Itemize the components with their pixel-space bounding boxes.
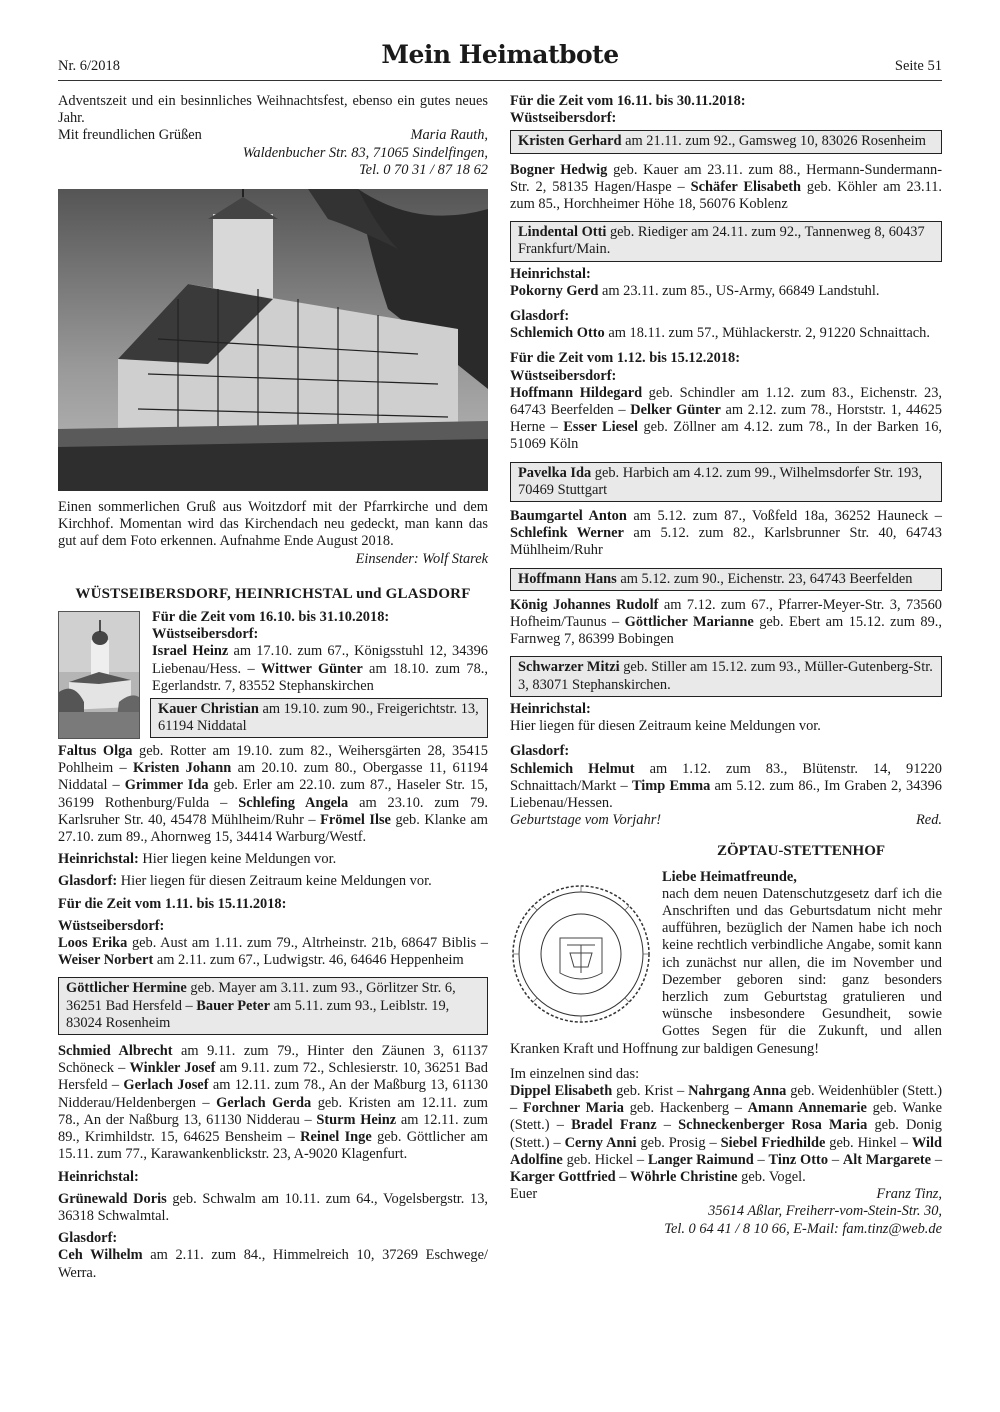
highlight-box: Kauer Christian am 19.10. zum 90., Freigerichtstr. 13, 61194 Niddatal: [150, 698, 488, 738]
author-address: 35614 Aßlar, Freiherr-vom-Stein-Str. 30,: [708, 1203, 942, 1220]
left-column: [58, 93, 488, 1282]
period-heading: Für die Zeit vom 1.11. bis 15.11.2018:: [58, 895, 287, 912]
editor-sign: Red.: [916, 812, 942, 829]
period-heading: Für die Zeit vom 16.10. bis 31.10.2018:: [152, 609, 390, 626]
church-thumbnail: [58, 611, 140, 739]
photo-sender: Einsender: Wolf Starek: [355, 550, 488, 567]
birthday-entries: Schmied Albrecht am 9.11. zum 79., Hinter den Zäunen 3, 61137 Schöneck – Winkler Josef am 9.11. zum 72., Schlesierstr. 10, 36251 Bad Hersfeld – Gerlach Josef am 12.11. zum 78., An der Maßburg 13, 61130 Nidderau/Heldenbergen – Gerlach Gerda geb. Kristen am 12.11. zum 78., An der Naßburg 13, 61130 Nidderau – Sturm Heinz am 12.11. zum 89., Krimhildstr. 15, 64625 Bensheim – Reinel Inge geb. Göttlicher am 15.11. zum 77., Karawankenblickstr. 23, A-9020 Klagenfurt.: [58, 1043, 489, 1163]
birthday-entries: Pokorny Gerd am 23.11. zum 85., US-Army, 66849 Landstuhl.: [510, 282, 880, 299]
highlight-box: Schwarzer Mitzi geb. Stiller am 15.12. zum 93., Müller-Gutenberg-Str. 3, 83071 Stephanskirchen.: [510, 656, 942, 696]
no-entries-note: Glasdorf: Hier liegen für diesen Zeitraum keine Meldungen vor.: [58, 873, 432, 890]
birthday-entries: Schlemich Helmut am 1.12. zum 83., Blütenstr. 14, 91220 Schnaittach/Markt – Timp Emma am 5.12. zum 86., Im Graben 2, 34396 Liebenau/Hessen.: [510, 760, 942, 811]
town-seal: [510, 883, 652, 1025]
issue-number: Nr. 6/2018: [58, 58, 121, 74]
sender-name: Maria Rauth,: [410, 127, 488, 144]
birthday-entries: Grünewald Doris geb. Schwalm am 10.11. zum 64., Vogelsbergstr. 13, 36318 Schwalmtal.: [58, 1190, 488, 1224]
page-number: Seite 51: [894, 58, 942, 74]
masthead: Mein Heimatbote: [381, 40, 619, 69]
no-entries-note: Hier liegen für diesen Zeitraum keine Meldungen vor.: [510, 718, 821, 735]
zoeptau-greeting: Liebe Heimatfreunde,: [662, 868, 797, 885]
birthday-entries: Israel Heinz am 17.10. zum 67., Königsstuhl 12, 34396 Liebenau/Hess. – Wittwer Günter am 18.10. zum 78., Egerlandstr. 7, 83552 Stephanskirchen: [152, 643, 488, 694]
highlight-box: Hoffmann Hans am 5.12. zum 90., Eichenstr. 23, 64743 Beerfelden: [510, 568, 942, 591]
place-label: Heinrichstal:: [510, 700, 591, 717]
birthday-entries: Loos Erika geb. Aust am 1.11. zum 79., Altrheinstr. 21b, 68647 Biblis – Weiser Norbert am 2.11. zum 67., Ludwigstr. 46, 64646 Heppenheim: [58, 935, 488, 969]
zoeptau-birthday-list: Dippel Elisabeth geb. Krist – Nahrgang Anna geb. Weidenhübler (Stett.) – Forchner Maria geb. Hackenberg – Amann Annemarie geb. Wanke (Stett.) – Bradel Franz – Schneckenberger Rosa Maria geb. Donig (Stett.) – Cerny Anni geb. Prosig – Siebel Friedhilde geb. Hinkel – Wild Adolfine geb. Hickel – Langer Raimund – Tinz Otto – Alt Margarete – Karger Gottfried – Wöhrle Christine geb. Vogel.: [510, 1082, 943, 1185]
period-heading: Für die Zeit vom 16.11. bis 30.11.2018:: [510, 93, 746, 109]
photo-caption: Einen sommerlichen Gruß aus Woitzdorf mit der Pfarrkirche und dem Kirchhof. Momentan wird das Kirchendach neu gedeckt, man kann das gut auf dem Foto erkennen. Aufnahme Ende August 2018.: [58, 499, 488, 550]
church-photo: [58, 189, 488, 491]
place-label: Wüstseibersdorf:: [510, 110, 617, 127]
highlight-box: Göttlicher Hermine geb. Mayer am 3.11. zum 93., Görlitzer Str. 6, 36251 Bad Hersfeld – Bauer Peter am 5.11. zum 93., Leiblstr. 19, 83024 Rosenheim: [58, 977, 488, 1035]
place-label: Wüstseibersdorf:: [58, 917, 165, 934]
right-column: [510, 93, 942, 1238]
zoeptau-list-intro: Im einzelnen sind das:: [510, 1065, 640, 1082]
place-label: Glasdorf:: [510, 308, 570, 325]
place-label: Heinrichstal:: [58, 1168, 139, 1185]
highlight-box: Kristen Gerhard am 21.11. zum 92., Gamsweg 10, 83026 Rosenheim: [510, 130, 942, 153]
birthday-entries: Schlemich Otto am 18.11. zum 57., Mühlackerstr. 2, 91220 Schnaittach.: [510, 325, 930, 342]
highlight-box: Pavelka Ida geb. Harbich am 4.12. zum 99., Wilhelmsdorfer Str. 193, 70469 Stuttgart: [510, 462, 942, 502]
birthday-entries: Bogner Hedwig geb. Kauer am 23.11. zum 88., Hermann-Sundermann-Str. 2, 58135 Hagen/Haspe – Schäfer Elisabeth geb. Köhler am 23.11. zum 85., Horchheimer Höhe 18, 56076 Koblenz: [510, 161, 943, 213]
note-previous-year: Geburtstage vom Vorjahr!: [510, 812, 662, 829]
zoeptau-letter: nach dem neuen Datenschutzgesetz darf ich die Anschriften und das Geburtsdatum nicht mehr aufführen, bezüglich der Namen habe ich noch keine rechtlich verbindliche Angabe, somit kann ich zunächst nur allen, die im November und Dezember geboren sind: ganz besonders herzlich zum Geburtstag gratulieren und wünsche insbesondere Gesundheit, sowie Gottes Segen für die Zukunft, und allen Kranken Kraft und Hoffnung zur baldigen Genesung!: [510, 885, 942, 1057]
place-label: Wüstseibersdorf:: [152, 626, 259, 643]
page-header: [58, 40, 942, 81]
birthday-entries: Baumgartel Anton am 5.12. zum 87., Voßfeld 18a, 36252 Hauneck – Schlefink Werner am 5.12. zum 82., Karlsbrunner Str. 40, 64743 Mühlheim/Ruhr: [510, 508, 942, 559]
letter-ending: Adventszeit und ein besinnliches Weihnachtsfest, ebenso ein gutes neues Jahr.: [58, 93, 488, 127]
no-entries-note: Heinrichstal: Hier liegen keine Meldungen vor.: [58, 851, 337, 868]
place-label: Heinrichstal:: [510, 265, 591, 282]
place-label: Glasdorf:: [510, 743, 570, 760]
highlight-box: Lindental Otti geb. Riediger am 24.11. zum 92., Tannenweg 8, 60437 Frankfurt/Main.: [510, 221, 942, 261]
greeting: Mit freundlichen Grüßen: [58, 127, 202, 144]
birthday-entries: König Johannes Rudolf am 7.12. zum 67., Pfarrer-Meyer-Str. 3, 73560 Hofheim/Taunus – Göttlicher Marianne geb. Ebert am 15.12. zum 89., Farnweg 7, 86399 Bobingen: [510, 596, 942, 648]
sender-tel: Tel. 0 70 31 / 87 18 62: [359, 161, 488, 178]
sender-address: Waldenbucher Str. 83, 71065 Sindelfingen,: [242, 144, 488, 161]
author-name: Franz Tinz,: [876, 1186, 942, 1203]
place-label: Wüstseibersdorf:: [510, 367, 617, 384]
birthday-entries: Hoffmann Hildegard geb. Schindler am 1.12. zum 83., Eichenstr. 23, 64743 Beerfelden – Delker Günter am 2.12. zum 78., Horststr. 1, 44625 Herne – Esser Liesel geb. Zöllner am 4.12. zum 78., In der Barken 16, 51069 Köln: [510, 384, 943, 453]
birthday-entries: Faltus Olga geb. Rotter am 19.10. zum 82., Weihersgärten 28, 35415 Pohlheim – Kristen Johann am 20.10. zum 80., Obergasse 11, 61194 Niddatal – Grimmer Ida geb. Erler am 22.10. zum 87., Haseler Str. 15, 36199 Rothenburg/Fulda – Schlefing Angela am 23.10. zum 79. Karlsruher Str. 40, 45478 Mühlheim/Ruhr – Frömel Ilse geb. Klanke am 27.10. zum 89., Ahornweg 15, 34414 Warburg/Westf.: [58, 743, 489, 846]
zoeptau-title: ZÖPTAU-STETTENHOF: [716, 843, 886, 860]
author-contact: Tel. 0 64 41 / 8 10 66, E-Mail: fam.tinz@web.de: [664, 1220, 942, 1237]
period-heading: Für die Zeit vom 1.12. bis 15.12.2018:: [510, 350, 740, 367]
section-title: WÜSTSEIBERSDORF, HEINRICHSTAL und GLASDORF: [75, 585, 471, 602]
place-label: Glasdorf:: [58, 1230, 118, 1247]
birthday-entries: Ceh Wilhelm am 2.11. zum 84., Himmelreich 10, 37269 Eschwege/ Werra.: [58, 1247, 489, 1281]
closing: Euer: [510, 1186, 538, 1203]
